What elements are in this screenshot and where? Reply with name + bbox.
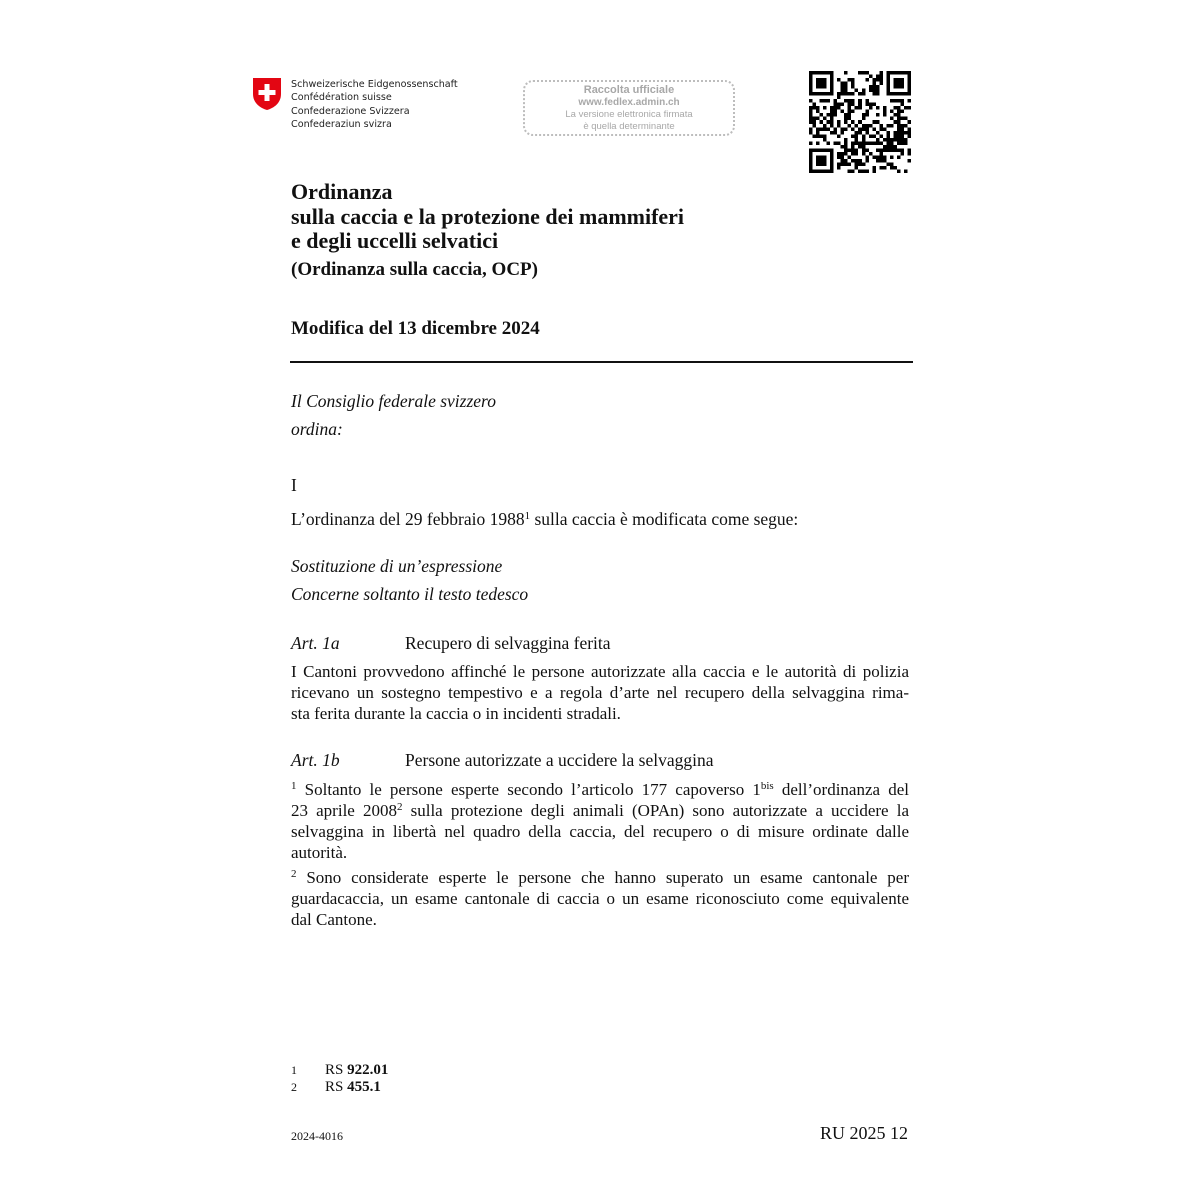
stamp-line-2: www.fedlex.admin.ch bbox=[578, 97, 680, 108]
article-1b-p2-line-3: dal Cantone. bbox=[291, 910, 377, 929]
title-divider bbox=[290, 361, 913, 363]
stamp-line-3: La versione elettronica firmata bbox=[565, 109, 693, 120]
confederation-rm: Confederaziun svizra bbox=[291, 119, 392, 131]
official-collection-reference: RU 2025 12 bbox=[820, 1123, 909, 1143]
footnote-2-number: 2 bbox=[291, 1080, 297, 1094]
footnote-2-text bbox=[325, 1079, 381, 1096]
official-collection-stamp bbox=[523, 80, 735, 136]
confederation-it: Confederazione Svizzera bbox=[291, 105, 410, 117]
confederation-de: Schweizerische Eidgenossenschaft bbox=[291, 79, 458, 90]
preamble-line-2: ordina: bbox=[291, 419, 343, 439]
modification-date: Modifica del 13 dicembre 2024 bbox=[291, 318, 540, 339]
title-line-2: sulla caccia e la protezione dei mammiferi bbox=[291, 203, 685, 229]
article-1b-p2-line-1 bbox=[291, 867, 909, 888]
amendment-intro bbox=[291, 509, 798, 530]
article-1b-paragraph-2 bbox=[291, 867, 909, 930]
article-1a-line-1: I Cantoni provvedono affinché le persone autorizzate alla caccia e le autorità di polizia bbox=[291, 662, 909, 681]
paragraph-number-1: 1 bbox=[291, 780, 297, 792]
article-1a-label: Art. 1a bbox=[291, 633, 340, 653]
article-1b-p1-line-1 bbox=[291, 779, 909, 800]
stamp-line-1: Raccolta ufficiale bbox=[583, 84, 675, 96]
footnote-ref-2[interactable]: 2 bbox=[396, 801, 403, 813]
page-title bbox=[291, 180, 684, 254]
qr-code-icon bbox=[809, 71, 911, 173]
superscript-bis: bis bbox=[760, 780, 774, 792]
footnote-1-number: 1 bbox=[291, 1063, 297, 1077]
article-1b-p1-line-2 bbox=[291, 800, 909, 821]
preamble-line-1: Il Consiglio federale svizzero bbox=[291, 391, 496, 411]
footnote-2-ref[interactable]: 455.1 bbox=[347, 1079, 381, 1095]
article-1b-p1-line-3: selvaggina in libertà nel quadro della caccia, del recupero o di misure ordinate dalle bbox=[291, 822, 909, 841]
article-1b-p2-line-2: guardacaccia, un esame cantonale di caccia o un esame riconosciuto come equivalente bbox=[291, 889, 909, 908]
footnote-1 bbox=[291, 1062, 389, 1079]
footnote-2-prefix: RS bbox=[325, 1079, 348, 1095]
article-1b-title: Persone autorizzate a uccidere la selvaggina bbox=[405, 750, 714, 770]
p2-line-1-text: Sono considerate esperte le persone che hanno superato un esame cantonale per bbox=[296, 868, 909, 887]
document-number: 2024-4016 bbox=[291, 1129, 343, 1143]
title-line-1: Ordinanza bbox=[291, 179, 393, 204]
p1-line-1-text-a: Soltanto le persone esperte secondo l’articolo 177 capoverso 1 bbox=[296, 780, 761, 799]
footnote-1-text bbox=[325, 1062, 388, 1079]
stamp-line-4: è quella determinante bbox=[583, 121, 675, 132]
p1-line-1-text-b: dell’ordinanza del bbox=[773, 780, 909, 799]
replacement-heading: Sostituzione di un’espressione bbox=[291, 556, 503, 576]
article-1b-label: Art. 1b bbox=[291, 750, 340, 770]
replacement-note: Concerne soltanto il testo tedesco bbox=[291, 584, 529, 604]
confederation-fr: Confédération suisse bbox=[291, 92, 392, 104]
article-1a-line-3: sta ferita durante la caccia o in incidenti stradali. bbox=[291, 704, 621, 723]
intro-text-b: sulla caccia è modificata come segue: bbox=[530, 509, 799, 529]
article-1a-line-2: ricevano un sostegno tempestivo e a regola d’arte nel recupero della selvaggina rima- bbox=[291, 683, 909, 702]
footnote-1-ref[interactable]: 922.01 bbox=[347, 1062, 389, 1078]
section-numeral: I bbox=[291, 475, 297, 495]
paragraph-number-2: 2 bbox=[291, 868, 297, 880]
footnote-ref-1[interactable]: 1 bbox=[524, 510, 531, 522]
article-1a-text bbox=[291, 661, 909, 724]
p1-line-2-text-b: sulla protezione degli animali (OPAn) sono autorizzate a uccidere la bbox=[402, 801, 910, 820]
article-1a-title: Recupero di selvaggina ferita bbox=[405, 633, 611, 653]
confederation-names bbox=[291, 78, 458, 132]
title-line-3: e degli uccelli selvatici bbox=[291, 228, 499, 253]
article-1b-p1-line-4: autorità. bbox=[291, 843, 348, 862]
footnote-2 bbox=[291, 1079, 381, 1096]
intro-text-a: L’ordinanza del 29 febbraio 1988 bbox=[291, 509, 525, 529]
footnote-1-prefix: RS bbox=[325, 1062, 348, 1078]
swiss-coat-of-arms-icon bbox=[252, 77, 282, 111]
p1-line-2-text-a: 23 aprile 2008 bbox=[291, 801, 397, 820]
short-title: (Ordinanza sulla caccia, OCP) bbox=[291, 259, 538, 280]
article-1b-paragraph-1 bbox=[291, 779, 909, 863]
